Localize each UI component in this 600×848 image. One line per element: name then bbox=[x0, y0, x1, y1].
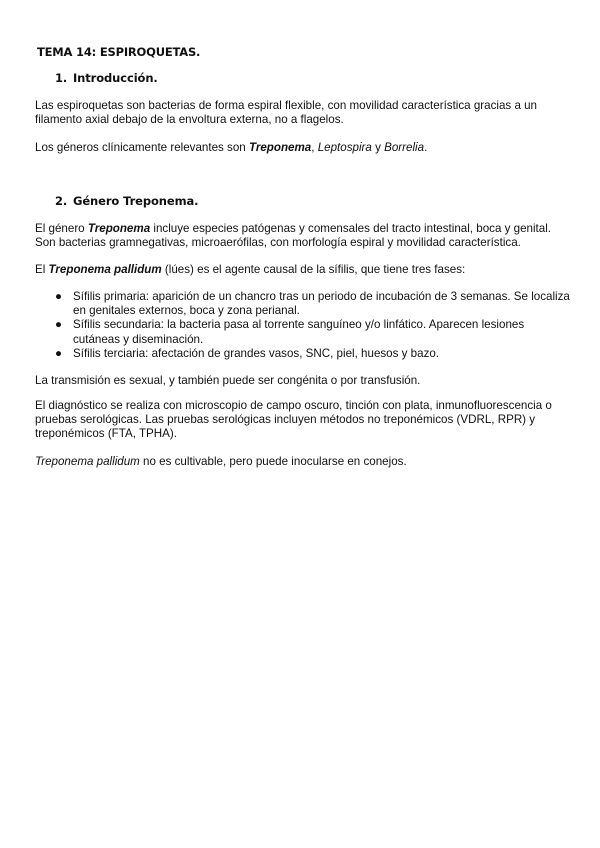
term-treponema-pallidum: Treponema pallidum bbox=[35, 455, 140, 468]
list-item-text: Sífilis terciaria: afectación de grandes vasos, SNC, piel, huesos y bazo. bbox=[73, 346, 440, 360]
text-run: . bbox=[424, 141, 428, 154]
paragraph-diagnostico: El diagnóstico se realiza con microscopio de campo oscuro, tinción con plata, inmunofluorescencia o pruebas serológicas. Las pruebas serológicas incluyen métodos no treponémicos (VDRL, RPR) y treponémicos (FTA, TPHA). bbox=[35, 399, 552, 441]
paragraph-transmision: La transmisión es sexual, y también puede ser congénita o por transfusión. bbox=[35, 374, 421, 387]
paragraph-cultivo bbox=[35, 455, 571, 469]
section-title: Introducción. bbox=[73, 71, 158, 85]
section-number: 1. bbox=[55, 71, 68, 85]
section-title: Género Treponema. bbox=[73, 194, 199, 208]
term-treponema: Treponema bbox=[87, 222, 151, 235]
bullet-icon: ● bbox=[55, 346, 63, 360]
text-run: y bbox=[371, 141, 385, 154]
list-item bbox=[55, 347, 571, 361]
paragraph-genero-treponema bbox=[35, 222, 571, 250]
text-run: incluye especies patógenas y comensales del tracto intestinal, boca y genital. Son bacterias gramnegativas, microaerófilas, con morfología espiral y movilidad característica. bbox=[35, 222, 552, 250]
list-item bbox=[55, 318, 571, 346]
list-item-text: Sífilis primaria: aparición de un chancro tras un periodo de incubación de 3 semanas. Se localiza en genitales externos, boca y zona perianal. bbox=[73, 290, 570, 318]
list-item-text: Sífilis secundaria: la bacteria pasa al torrente sanguíneo y/o linfático. Aparecen lesiones cutáneas y diseminación. bbox=[73, 318, 525, 346]
paragraph-generos bbox=[35, 141, 571, 155]
genus-leptospira: Leptospira bbox=[317, 141, 372, 154]
section-heading-introduccion bbox=[55, 71, 158, 85]
phases-list bbox=[55, 290, 571, 361]
document-title: TEMA 14: ESPIROQUETAS. bbox=[37, 45, 201, 59]
text-run: El bbox=[35, 263, 49, 276]
text-run: no es cultivable, pero puede inocularse en conejos. bbox=[139, 455, 407, 468]
paragraph-definicion: Las espiroquetas son bacterias de forma espiral flexible, con movilidad característica gracias a un filamento axial debajo de la envoltura externa, no a flagelos. bbox=[35, 99, 538, 127]
list-item bbox=[55, 290, 571, 318]
text-run: , bbox=[311, 141, 318, 154]
text-run: Los géneros clínicamente relevantes son bbox=[35, 141, 249, 154]
bullet-icon: ● bbox=[55, 290, 63, 303]
paragraph-treponema-pallidum bbox=[35, 263, 571, 277]
term-treponema-pallidum: Treponema pallidum bbox=[48, 263, 162, 276]
text-run: (lúes) es el agente causal de la sífilis, que tiene tres fases: bbox=[161, 263, 466, 276]
text-run: El género bbox=[35, 222, 88, 235]
section-number: 2. bbox=[55, 194, 68, 208]
section-heading-treponema bbox=[55, 194, 198, 208]
genus-borrelia: Borrelia bbox=[384, 141, 425, 154]
bullet-icon: ● bbox=[55, 318, 63, 332]
genus-treponema: Treponema bbox=[248, 141, 312, 154]
